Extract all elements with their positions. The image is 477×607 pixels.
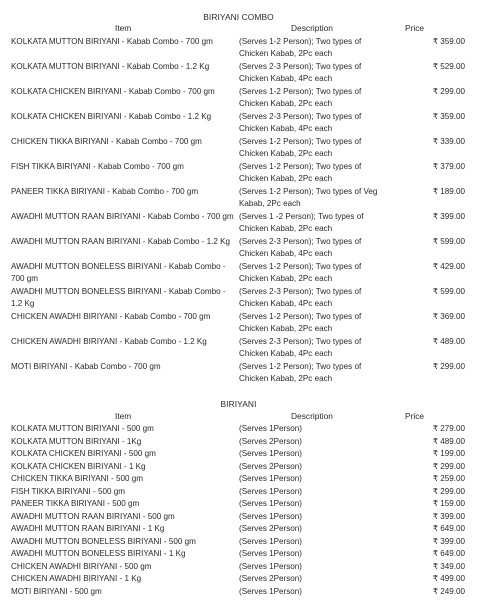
table-row: [0, 311, 477, 336]
item-price: ₹ 259.00: [432, 474, 465, 483]
table-row: [0, 548, 477, 561]
item-name: PANEER TIKKA BIRIYANI - 500 gm: [11, 499, 140, 508]
item-description: (Serves 1-2 Person); Two types of Chicken Kabab, 2Pc each: [239, 312, 362, 334]
item-price: ₹ 399.00: [432, 536, 465, 546]
item-name: CHICKEN AWADHI BIRIYANI - 500 gm: [11, 561, 152, 571]
item-name: PANEER TIKKA BIRIYANI - Kabab Combo - 700 gm: [11, 187, 199, 196]
item-name: CHICKEN AWADHI BIRIYANI - Kabab Combo - 1.2 Kg: [11, 337, 207, 346]
item-name: KOLKATA MUTTON BIRIYANI - 500 gm: [11, 424, 154, 433]
item-name: CHICKEN AWADHI BIRIYANI - 1 Kg: [11, 574, 142, 583]
item-price: ₹ 279.00: [432, 424, 465, 433]
item-price: ₹ 299.00: [432, 461, 465, 471]
col-header-item: Item: [115, 23, 132, 33]
table-row: [0, 36, 477, 61]
item-description: (Serves 1-2 Person); Two types of Chicken Kabab, 2Pc each: [239, 137, 362, 159]
item-name: AWADHI MUTTON BONELESS BIRIYANI - Kabab Combo - 700 gm: [11, 262, 226, 284]
item-price: ₹ 649.00: [432, 549, 465, 558]
item-description: (Serves 1Person): [239, 424, 302, 433]
item-name: CHICKEN TIKKA BIRIYANI - Kabab Combo - 700 gm: [11, 137, 202, 146]
table-row: [0, 523, 477, 536]
table-row: [0, 473, 477, 486]
table-row: [0, 136, 477, 161]
item-name: AWADHI MUTTON RAAN BIRIYANI - 500 gm: [11, 511, 175, 521]
table-row: [0, 61, 477, 86]
item-description: (Serves 1Person): [239, 586, 302, 596]
item-price: ₹ 489.00: [432, 337, 465, 346]
item-description: (Serves 1-2 Person); Two types of Chicken Kabab, 2Pc each: [239, 362, 362, 384]
item-name: KOLKATA CHICKEN BIRIYANI - Kabab Combo - 1.2 Kg: [11, 112, 212, 121]
item-name: AWADHI MUTTON RAAN BIRIYANI - Kabab Combo - 1.2 Kg: [11, 237, 231, 246]
item-description: (Serves 2Person): [239, 436, 302, 446]
item-price: ₹ 379.00: [432, 162, 465, 171]
table-row: [0, 561, 477, 574]
table-row: [0, 236, 477, 261]
table-row: [0, 336, 477, 361]
table-row: [0, 286, 477, 311]
table-row: [0, 436, 477, 449]
item-price: ₹ 359.00: [432, 37, 465, 46]
table-row: [0, 573, 477, 586]
item-description: (Serves 2-3 Person); Two types of Chicken Kabab, 4Pc each: [239, 337, 362, 359]
table-row: [0, 486, 477, 499]
section-title-biriyani-combo: BIRIYANI COMBO: [203, 12, 274, 22]
item-price: ₹ 299.00: [432, 87, 465, 96]
item-description: (Serves 1-2 Person); Two types of Chicken Kabab, 2Pc each: [239, 162, 362, 184]
table-header: [0, 23, 477, 34]
item-name: MOTI BIRIYANI - 500 gm: [11, 586, 102, 596]
col-header-description: Description: [291, 23, 333, 33]
item-price: ₹ 529.00: [432, 62, 465, 71]
table-row: [0, 498, 477, 511]
item-price: ₹ 499.00: [432, 574, 465, 583]
table-row: [0, 211, 477, 236]
table-row: [0, 448, 477, 461]
item-description: (Serves 1Person): [239, 549, 302, 558]
section-title-biriyani: BIRIYANI: [220, 399, 257, 409]
item-description: (Serves 2-3 Person); Two types of Chicken Kabab, 4Pc each: [239, 62, 362, 84]
table-row: [0, 423, 477, 436]
item-name: AWADHI MUTTON BONELESS BIRIYANI - 500 gm: [11, 536, 196, 546]
col-header-item: Item: [115, 411, 132, 421]
item-price: ₹ 369.00: [432, 312, 465, 321]
item-price: ₹ 599.00: [432, 287, 465, 296]
table-row: [0, 461, 477, 474]
item-name: KOLKATA CHICKEN BIRIYANI - Kabab Combo - 700 gm: [11, 87, 215, 96]
item-description: (Serves 1Person): [239, 449, 302, 458]
item-description: (Serves 1-2 Person); Two types of Veg Kabab, 2Pc each: [239, 187, 378, 209]
item-description: (Serves 2Person): [239, 524, 302, 533]
item-name: AWADHI MUTTON RAAN BIRIYANI - 1 Kg: [11, 524, 165, 533]
col-header-price: Price: [405, 23, 425, 33]
item-description: (Serves 2-3 Person); Two types of Chicken Kabab, 4Pc each: [239, 287, 362, 309]
item-description: (Serves 1Person): [239, 536, 302, 546]
item-price: ₹ 249.00: [432, 586, 465, 596]
item-name: CHICKEN TIKKA BIRIYANI - 500 gm: [11, 474, 143, 483]
item-price: ₹ 299.00: [432, 486, 465, 496]
item-price: ₹ 349.00: [432, 561, 465, 571]
item-name: KOLKATA MUTTON BIRIYANI - 1Kg: [11, 436, 142, 446]
item-description: (Serves 1-2 Person); Two types of Chicken Kabab, 2Pc each: [239, 87, 362, 109]
item-price: ₹ 359.00: [432, 112, 465, 121]
item-name: MOTI BIRIYANI - Kabab Combo - 700 gm: [11, 362, 161, 371]
table-row: [0, 261, 477, 286]
item-price: ₹ 649.00: [432, 524, 465, 533]
item-description: (Serves 2-3 Person); Two types of Chicken Kabab, 4Pc each: [239, 112, 362, 134]
item-price: ₹ 159.00: [432, 499, 465, 508]
table-row: [0, 361, 477, 386]
item-name: FISH TIKKA BIRIYANI - Kabab Combo - 700 gm: [11, 162, 184, 171]
table-row: [0, 511, 477, 524]
item-name: AWADHI MUTTON BONELESS BIRIYANI - Kabab Combo - 1.2 Kg: [11, 287, 226, 309]
item-price: ₹ 189.00: [432, 187, 465, 196]
item-price: ₹ 399.00: [432, 511, 465, 521]
item-description: (Serves 1Person): [239, 486, 302, 496]
col-header-price: Price: [405, 411, 425, 421]
item-description: (Serves 1-2 Person); Two types of Chicken Kabab, 2Pc each: [239, 37, 362, 59]
item-description: (Serves 1Person): [239, 474, 302, 483]
item-name: CHICKEN AWADHI BIRIYANI - Kabab Combo - 700 gm: [11, 312, 211, 321]
table-row: [0, 536, 477, 549]
item-price: ₹ 299.00: [432, 362, 465, 371]
item-description: (Serves 1Person): [239, 561, 302, 571]
item-description: (Serves 2Person): [239, 574, 302, 583]
item-description: (Serves 1Person): [239, 499, 302, 508]
item-description: (Serves 1 -2 Person); Two types of Chicken Kabab, 2Pc each: [239, 212, 364, 234]
item-price: ₹ 599.00: [432, 237, 465, 246]
item-price: ₹ 199.00: [432, 449, 465, 458]
col-header-description: Description: [291, 411, 333, 421]
item-name: AWADHI MUTTON RAAN BIRIYANI - Kabab Combo - 700 gm: [11, 212, 234, 221]
table-row: [0, 111, 477, 136]
item-name: AWADHI MUTTON BONELESS BIRIYANI - 1 Kg: [11, 549, 186, 558]
item-price: ₹ 399.00: [432, 212, 465, 221]
item-name: KOLKATA CHICKEN BIRIYANI - 1 Kg: [11, 461, 146, 471]
item-name: KOLKATA CHICKEN BIRIYANI - 500 gm: [11, 449, 156, 458]
item-description: (Serves 1Person): [239, 511, 302, 521]
item-price: ₹ 339.00: [432, 137, 465, 146]
item-description: (Serves 2Person): [239, 461, 302, 471]
item-name: FISH TIKKA BIRIYANI - 500 gm: [11, 486, 125, 496]
item-name: KOLKATA MUTTON BIRIYANI - Kabab Combo - 700 gm: [11, 37, 213, 46]
item-price: ₹ 489.00: [432, 436, 465, 446]
item-name: KOLKATA MUTTON BIRIYANI - Kabab Combo - 1.2 Kg: [11, 62, 210, 71]
item-description: (Serves 2-3 Person); Two types of Chicken Kabab, 4Pc each: [239, 237, 362, 259]
table-row: [0, 86, 477, 111]
table-row: [0, 586, 477, 599]
table-header: [0, 411, 477, 422]
table-row: [0, 186, 477, 211]
item-price: ₹ 429.00: [432, 262, 465, 271]
table-row: [0, 161, 477, 186]
item-description: (Serves 1-2 Person); Two types of Chicken Kabab, 2Pc each: [239, 262, 362, 284]
